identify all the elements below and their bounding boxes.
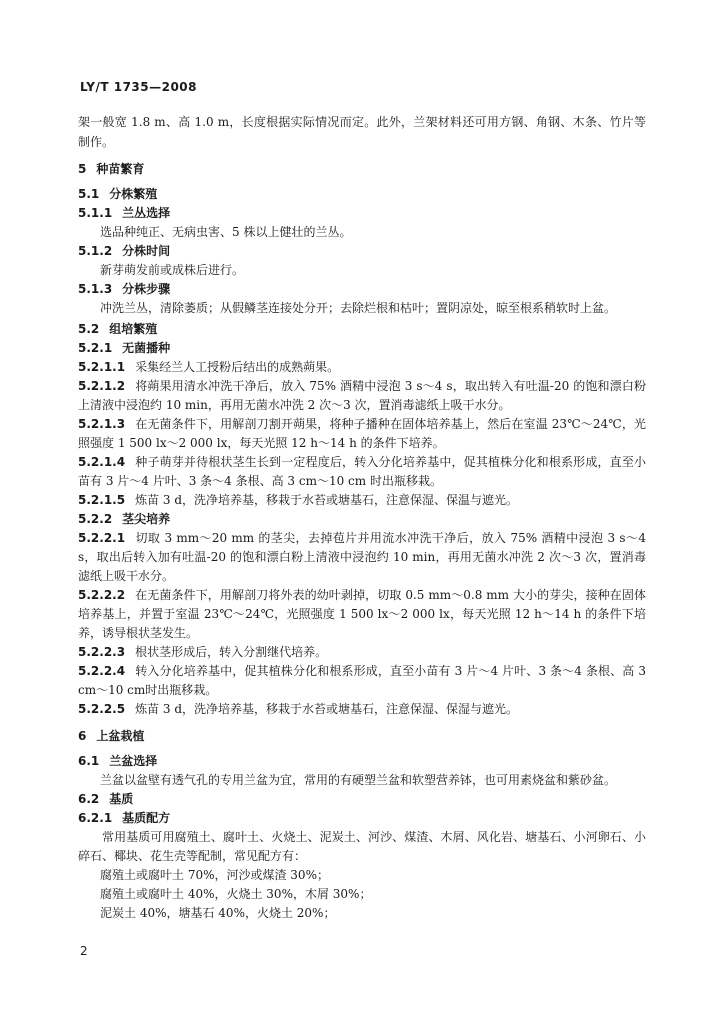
clause-5-2-1-3-text: 在无菌条件下，用解剖刀割开蒴果，将种子播种在固体培养基上，然后在室温 23℃～24℃，光照强度 1 500 lx～2 000 lx，每天光照 12 h～14 h 的条件下培养。 [78,417,646,450]
clause-5-2-2-5 [78,700,646,719]
clause-5-2-1-3 [78,415,646,453]
section-5-2-2-heading [78,510,646,529]
section-5-2-1-heading [78,339,646,358]
section-6-2-1-text: 常用基质可用腐殖土、腐叶土、火烧土、泥炭土、河沙、煤渣、木屑、风化岩、塘基石、小河卵石、小碎石、椰块、花生壳等配制，常见配方有： [78,830,646,863]
section-6-2-1-heading [78,809,646,828]
section-6-heading [78,727,646,746]
section-6-2-title: 基质 [109,792,134,806]
section-5-1-2-title: 分株时间 [122,244,171,258]
clause-5-2-1-5-number: 5.2.1.5 [78,493,126,507]
clause-5-2-2-1-text: 切取 3 mm～20 mm 的茎尖，去掉苞片并用流水冲洗干净后，放入 75% 酒精中浸泡 3 s～4 s，取出后转入加有吐温-20 的饱和漂白粉上清液中浸泡约 10 min，再用无菌水冲洗 2 次～3 次，置消毒滤纸上吸干水分。 [78,531,646,583]
section-6-1-number: 6.1 [78,754,100,768]
clause-5-2-2-1-number: 5.2.2.1 [78,531,126,545]
section-5-1-1-number: 5.1.1 [78,206,113,220]
clause-5-2-2-4-number: 5.2.2.4 [78,664,126,678]
clause-5-2-1-4 [78,453,646,491]
clause-5-2-1-1-number: 5.2.1.1 [78,360,126,374]
section-5-2-title: 组培繁殖 [109,322,158,336]
clause-5-2-1-4-number: 5.2.1.4 [78,455,126,469]
clause-5-2-1-4-text: 种子萌芽并待根状茎生长到一定程度后，转入分化培养基中，促其植株分化和根系形成，直至小苗有 3 片～4 片叶、3 条～4 条根、高 3 cm～10 cm 时出瓶移栽。 [78,455,646,488]
clause-5-2-1-2-text: 将蒴果用清水冲洗干净后，放入 75% 酒精中浸泡 3 s～4 s，取出转入有吐温-20 的饱和漂白粉上清液中浸泡约 10 min，再用无菌水冲洗 2 次～3 次，置消毒滤纸上吸干水分。 [78,379,646,412]
clause-5-2-2-5-number: 5.2.2.5 [78,702,126,716]
clause-5-2-1-5-text: 炼苗 3 d，洗净培养基，移栽于水苔或塘基石，注意保湿、保温与遮光。 [135,493,519,507]
section-5-1-3-number: 5.1.3 [78,282,113,296]
section-5-1-1-title: 兰丛选择 [122,206,171,220]
section-6-2-heading [78,790,646,809]
section-5-2-2-number: 5.2.2 [78,512,113,526]
section-5-title: 种苗繁育 [96,162,145,176]
formula-item: 腐殖土或腐叶土 40%，火烧土 30%，木屑 30%； [100,887,372,901]
clause-5-2-1-3-number: 5.2.1.3 [78,417,126,431]
section-5-1-heading [78,185,646,204]
intro-paragraph: 架一般宽 1.8 m、高 1.0 m，长度根据实际情况而定。此外，兰架材料还可用方钢、角钢、木条、竹片等制作。 [78,115,646,149]
page-number: 2 [80,944,88,958]
section-5-2-1-number: 5.2.1 [78,341,113,355]
clause-5-2-2-3 [78,643,646,662]
clause-5-2-1-5 [78,491,646,510]
clause-5-2-1-2-number: 5.2.1.2 [78,379,126,393]
clause-5-2-2-5-text: 炼苗 3 d，洗净培养基，移栽于水苔或塘基石，注意保湿、保湿与遮光。 [135,702,519,716]
section-5-1-2-number: 5.1.2 [78,244,113,258]
section-5-1-3-title: 分株步骤 [122,282,171,296]
clause-5-2-1-2 [78,377,646,415]
document-header: LY/T 1735—2008 [80,80,198,94]
section-6-2-1-number: 6.2.1 [78,811,113,825]
section-5-1-title: 分株繁殖 [109,187,158,201]
section-6-title: 上盆栽植 [96,729,145,743]
section-6-2-number: 6.2 [78,792,100,806]
clause-5-2-1-1 [78,358,646,377]
clause-5-2-1-1-text: 采集经兰人工授粉后结出的成熟蒴果。 [135,360,340,374]
section-5-1-1-heading [78,204,646,223]
section-6-2-1-title: 基质配方 [122,811,171,825]
section-5-1-2-text: 新芽萌发前或成株后进行。 [100,263,245,277]
section-5-1-3-text: 冲洗兰丛，清除萎质；从假鳞茎连接处分开；去除烂根和枯叶；置阴凉处，晾至根系稍软时上盆。 [100,301,617,315]
formula-item: 腐殖土或腐叶土 70%，河沙或煤渣 30%； [100,868,329,882]
formula-item: 泥炭土 40%，塘基石 40%，火烧土 20%； [100,906,336,920]
section-5-1-1-text: 选品种纯正、无病虫害、5 株以上健壮的兰丛。 [100,225,352,239]
clause-5-2-2-3-text: 根状茎形成后，转入分割继代培养。 [135,645,328,659]
section-6-1-title: 兰盆选择 [109,754,158,768]
section-5-1-number: 5.1 [78,187,100,201]
section-5-number: 5 [78,162,87,176]
clause-5-2-2-2 [78,586,646,643]
section-5-1-2-heading [78,242,646,261]
section-5-2-1-title: 无菌播种 [122,341,171,355]
document-body [78,112,646,923]
section-6-number: 6 [78,729,87,743]
clause-5-2-2-4-text: 转入分化培养基中，促其植株分化和根系形成，直至小苗有 3 片～4 片叶、3 条～4 条根、高 3 cm～10 cm时出瓶移栽。 [78,664,646,697]
section-5-2-heading [78,320,646,339]
section-6-1-text: 兰盆以盆壁有透气孔的专用兰盆为宜，常用的有硬塑兰盆和软塑营养钵，也可用素烧盆和紫砂盆。 [100,773,617,787]
section-5-2-2-title: 茎尖培养 [122,512,171,526]
clause-5-2-2-4 [78,662,646,700]
section-5-2-number: 5.2 [78,322,100,336]
clause-5-2-2-2-number: 5.2.2.2 [78,588,126,602]
clause-5-2-2-3-number: 5.2.2.3 [78,645,126,659]
clause-5-2-2-2-text: 在无菌条件下，用解剖刀将外表的幼叶剥掉，切取 0.5 mm～0.8 mm 大小的芽尖，接种在固体培养基上，并置于室温 23℃～24℃，光照强度 1 500 lx～2 000 lx，每天光照 12 h～14 h 的条件下培养，诱导根状茎发生。 [78,588,646,640]
section-5-1-3-heading [78,280,646,299]
section-5-heading [78,160,646,179]
clause-5-2-2-1 [78,529,646,586]
section-6-1-heading [78,752,646,771]
